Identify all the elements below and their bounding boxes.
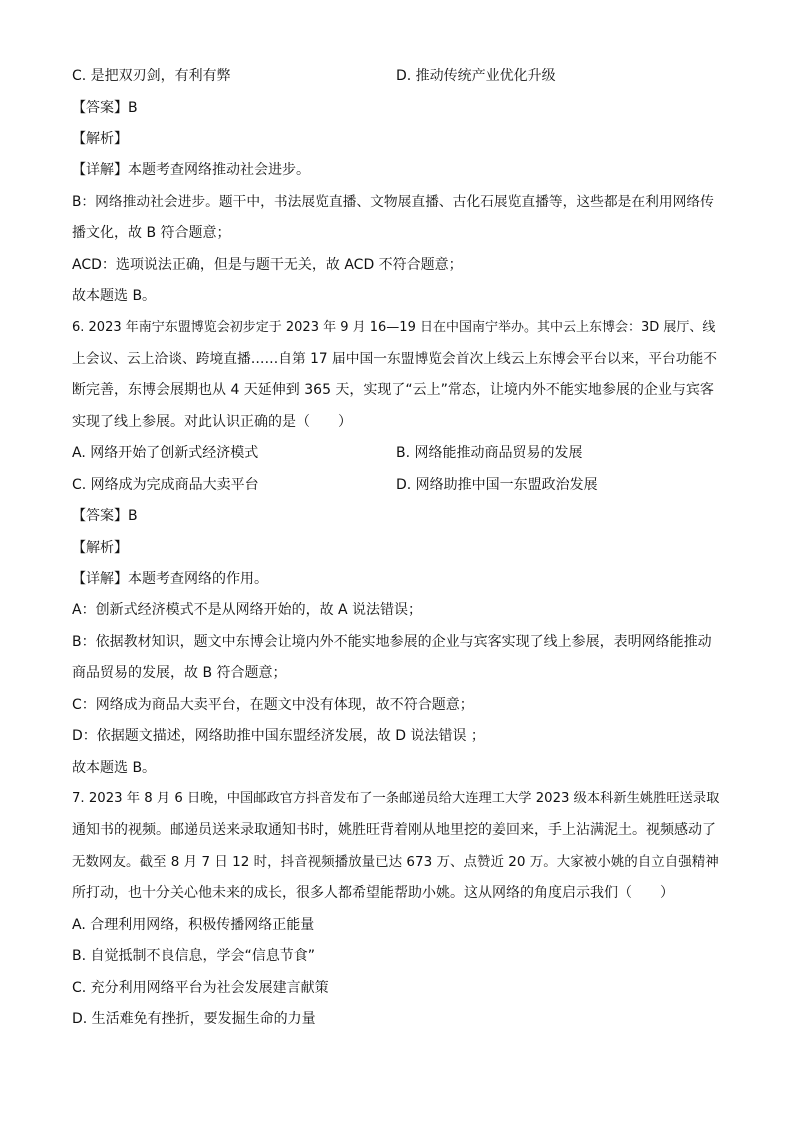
q7-option-a: A. 合理利用网络，积极传播网络正能量 <box>72 917 315 933</box>
q5-explanation-line: B：网络推动社会进步。题干中，书法展览直播、文物展直播、古化石展览直播等，这些都是在利用网络传 <box>72 194 714 210</box>
q6-explanation-line: A：创新式经济模式不是从网络开始的，故 A 说法错误； <box>72 602 423 618</box>
q6-explanation-line: 商品贸易的发展，故 B 符合题意； <box>72 665 287 681</box>
q5-explanation-line: ACD：选项说法正确，但是与题干无关，故 ACD 不符合题意； <box>72 257 463 273</box>
q5-explanation-line: 播文化，故 B 符合题意； <box>72 225 231 241</box>
q6-analysis-label: 【解析】 <box>72 540 128 556</box>
q5-explanation-line: 故本题选 B。 <box>72 288 157 304</box>
q6-option-b: B. 网络能推动商品贸易的发展 <box>396 445 583 461</box>
q7-stem-line: 通知书的视频。邮递员送来录取通知书时，姚胜旺背着刚从地里挖的姜回来，手上沾满泥土。视频感动了 <box>72 822 716 838</box>
q5-option-d: D. 推动传统产业优化升级 <box>396 68 556 84</box>
q6-explanation-line: D：依据题文描述，网络助推中国东盟经济发展，故 D 说法错误 ； <box>72 728 485 744</box>
q6-option-a: A. 网络开始了创新式经济模式 <box>72 445 259 461</box>
q6-stem-line: 上会议、云上洽谈、跨境直播……自第 17 届中国一东盟博览会首次上线云上东博会平台以来，平台功能不 <box>72 351 717 367</box>
q6-stem-line: 6. 2023 年南宁东盟博览会初步定于 2023 年 9 月 16—19 日在中国南宁举办。其中云上东博会：3D 展厅、线 <box>72 320 716 335</box>
q6-option-d: D. 网络助推中国一东盟政治发展 <box>396 477 598 493</box>
q6-answer: 【答案】B <box>72 508 138 524</box>
q6-explanation-line: C：网络成为商品大卖平台，在题文中没有体现，故不符合题意； <box>72 697 474 713</box>
q6-explanation-line: B：依据教材知识，题文中东博会让境内外不能实地参展的企业与宾客实现了线上参展，表明网络能推动 <box>72 634 712 650</box>
q7-stem-line: 所打动，也十分关心他未来的成长，很多人都希望能帮助小姚。这从网络的角度启示我们（ ） <box>72 885 674 901</box>
q7-option-d: D. 生活难免有挫折，要发掘生命的力量 <box>72 1011 316 1027</box>
q7-stem-line: 无数网友。截至 8 月 7 日 12 时，抖音视频播放量已达 673 万、点赞近 20 万。大家被小姚的自立自强精神 <box>72 854 719 870</box>
q6-explanation-line: 故本题选 B。 <box>72 760 157 776</box>
q5-analysis-label: 【解析】 <box>72 131 128 147</box>
q5-answer: 【答案】B <box>72 100 138 116</box>
q7-stem-line: 7. 2023 年 8 月 6 日晚，中国邮政官方抖音发布了一条邮递员给大连理工大学 2023 级本科新生姚胜旺送录取 <box>72 791 720 806</box>
q5-option-c: C. 是把双刃剑，有利有弊 <box>72 68 231 84</box>
q6-detail: 【详解】本题考查网络的作用。 <box>72 571 268 587</box>
q7-option-b: B. 自觉抵制不良信息，学会“信息节食” <box>72 948 316 964</box>
q6-stem-line: 断完善，东博会展期也从 4 天延伸到 365 天，实现了“云上”常态，让境内外不能实地参展的企业与宾客 <box>72 382 714 398</box>
q5-detail: 【详解】本题考查网络推动社会进步。 <box>72 162 310 178</box>
q6-option-c: C. 网络成为完成商品大卖平台 <box>72 477 259 493</box>
q6-stem-line: 实现了线上参展。对此认识正确的是（ ） <box>72 414 352 430</box>
q7-option-c: C. 充分利用网络平台为社会发展建言献策 <box>72 980 329 996</box>
